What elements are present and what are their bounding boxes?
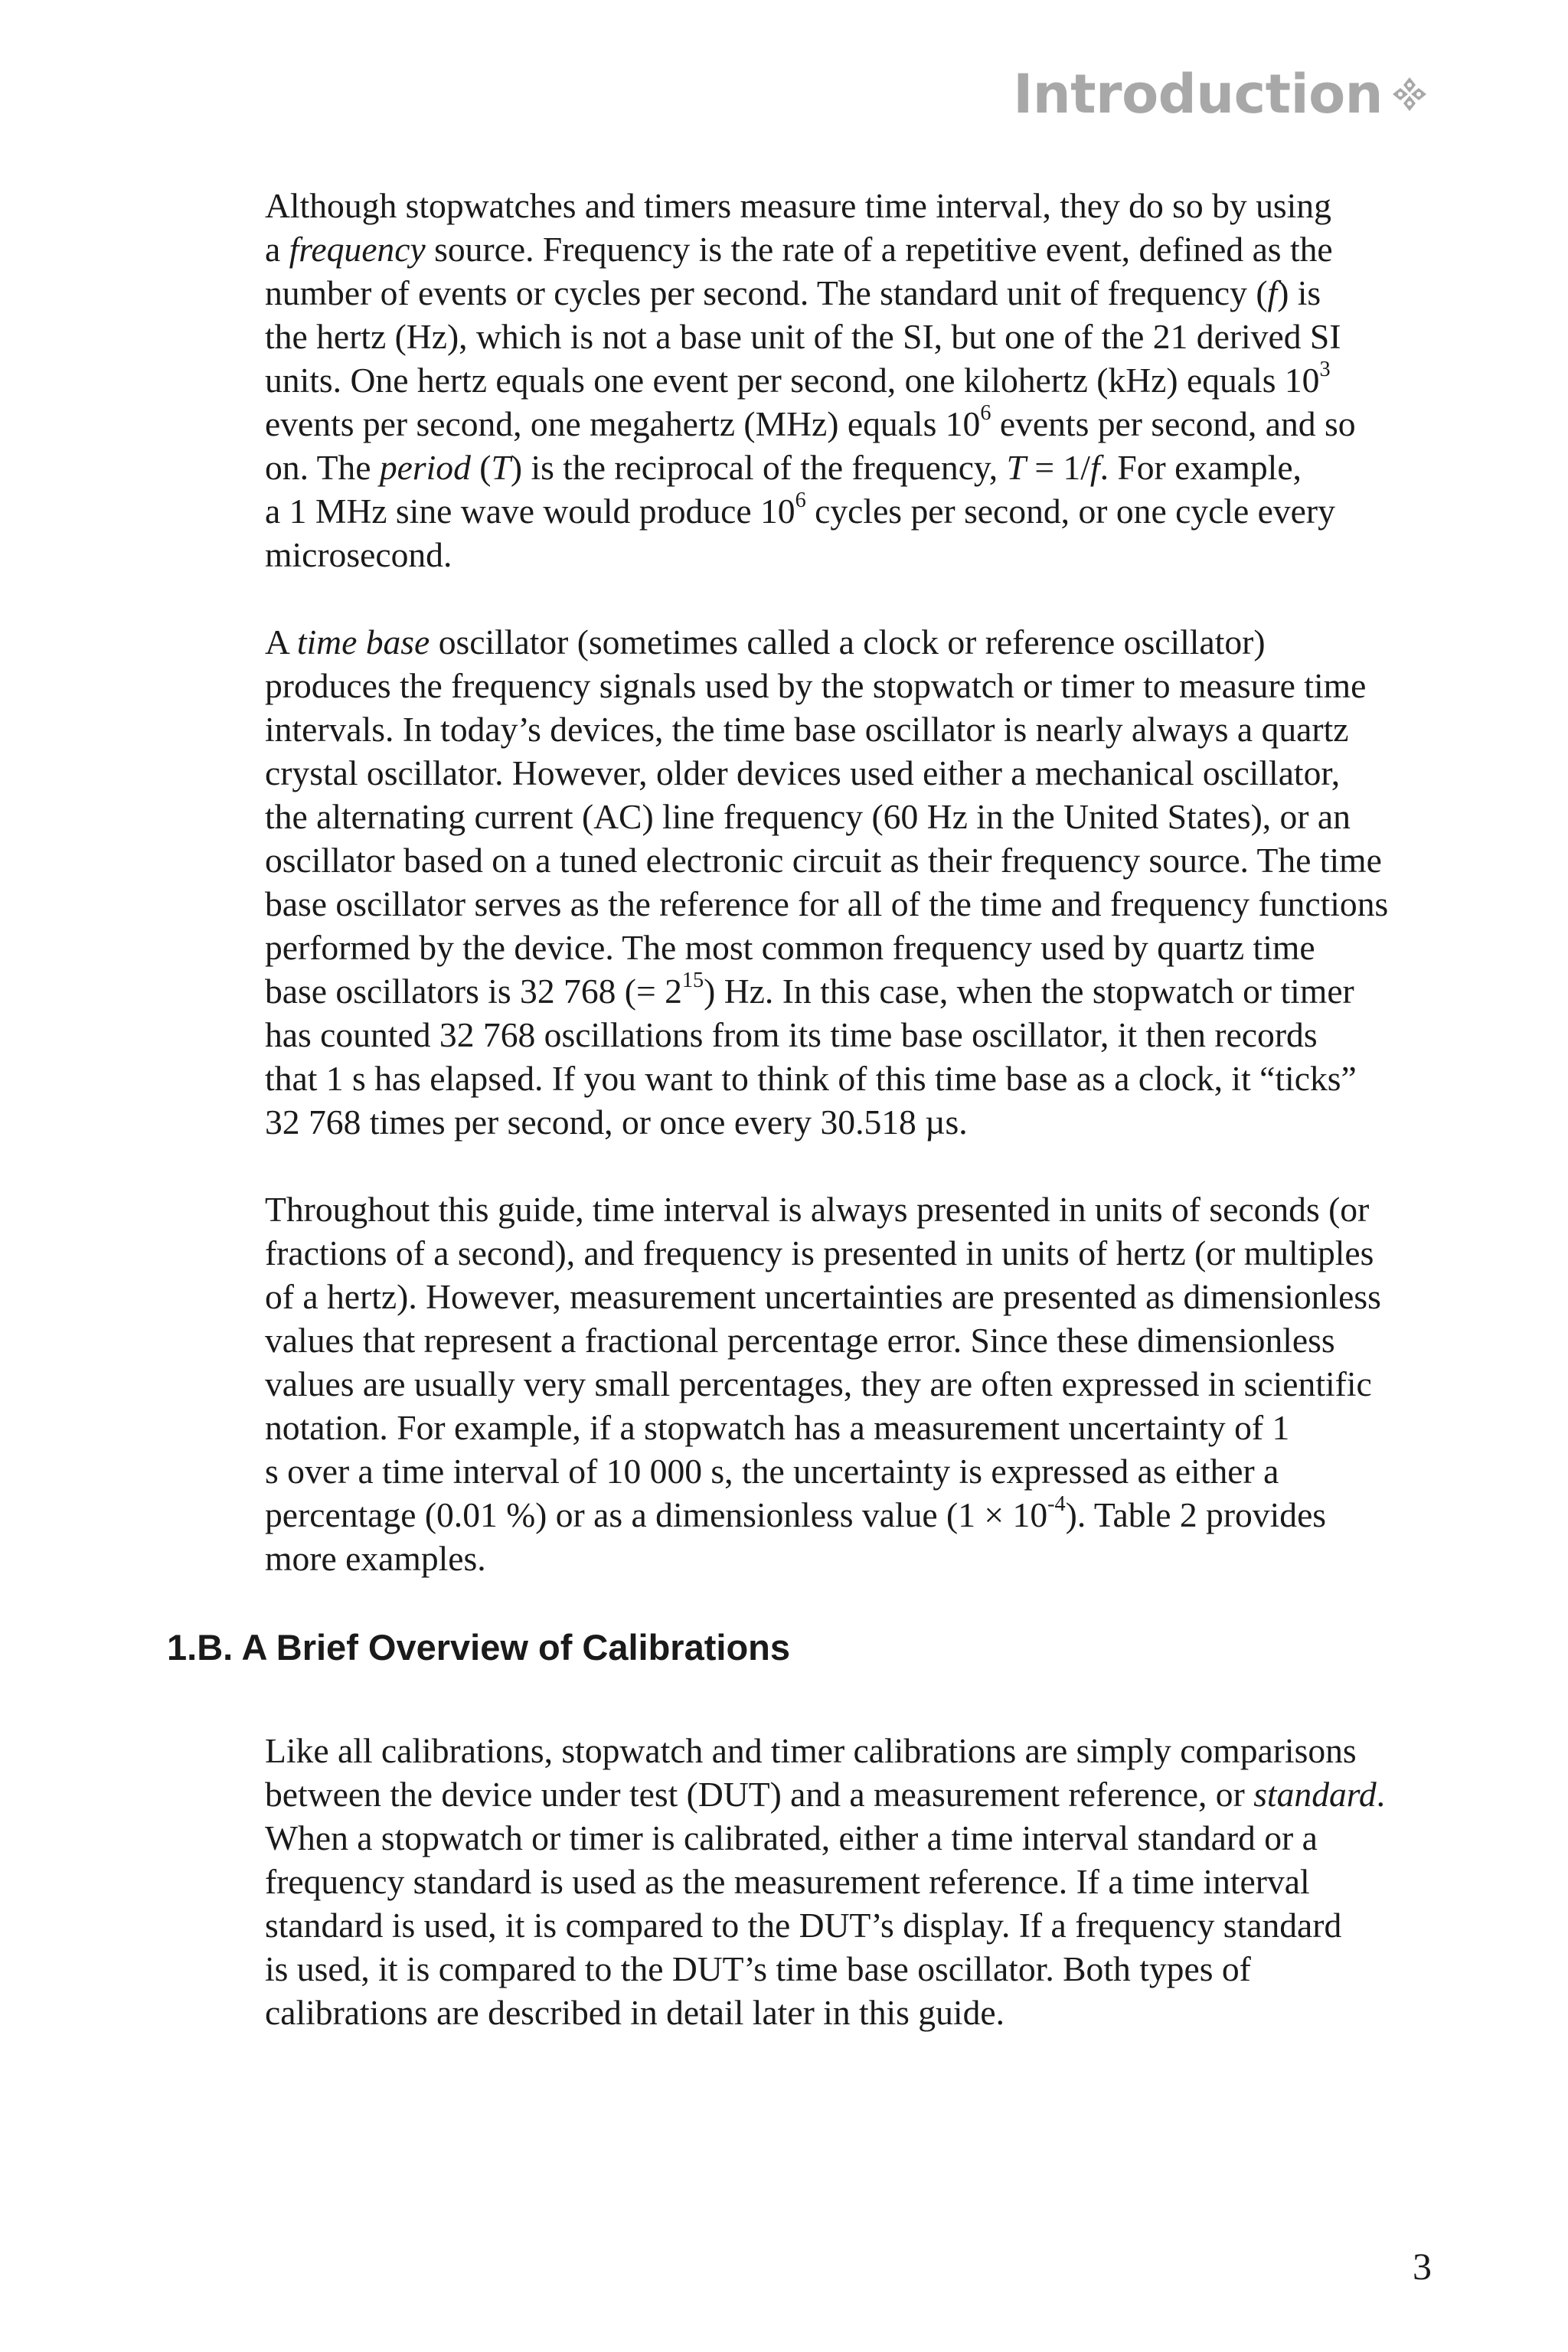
line: is used, it is compared to the DUT’s time base oscillator. Both types of — [265, 1949, 1251, 1988]
line: Like all calibrations, stopwatch and timer calibrations are simply comparisons — [265, 1731, 1357, 1770]
line: standard is used, it is compared to the DUT’s display. If a frequency standard — [265, 1906, 1342, 1945]
line: events per second, one megahertz (MHz) equals $10^6$ events per second, and so — [265, 400, 1356, 443]
line: has counted 32 768 oscillations from its time base oscillator, it then records — [265, 1015, 1318, 1054]
running-head — [1013, 63, 1429, 126]
line: frequency standard is used as the measurement reference. If a time interval — [265, 1862, 1310, 1901]
paragraph-time-base — [265, 620, 1436, 1144]
line: fractions of a second), and frequency is presented in units of hertz (or multiples — [265, 1233, 1374, 1272]
line: s over a time interval of 10 000 s, the uncertainty is expressed as either a — [265, 1452, 1279, 1491]
paragraph-units — [265, 1187, 1436, 1580]
line: that 1 s has elapsed. If you want to think of this time base as a clock, it “ticks” — [265, 1059, 1357, 1098]
line: values that represent a fractional percentage error. Since these dimensionless — [265, 1321, 1335, 1360]
line: a frequency source. Frequency is the rate of a repetitive event, defined as the — [265, 230, 1333, 269]
line: on. The period (T) is the reciprocal of the frequency, T = 1/f. For example, — [265, 448, 1302, 487]
ornament-icon — [1390, 75, 1429, 113]
line: Although stopwatches and timers measure time interval, they do so by using — [265, 186, 1331, 225]
body-text-bottom — [265, 1729, 1436, 2034]
page-number: 3 — [1413, 2245, 1432, 2288]
line: the alternating current (AC) line frequency (60 Hz in the United States), or an — [265, 797, 1351, 836]
line: oscillator based on a tuned electronic circuit as their frequency source. The time — [265, 841, 1382, 880]
line: 32 768 times per second, or once every 30.518 µs. — [265, 1102, 968, 1142]
running-head-title: Introduction — [1013, 63, 1383, 126]
line: base oscillators is 32 768 (= $2^{15}$) Hz. In this case, when the stopwatch or timer — [265, 968, 1354, 1011]
line: percentage (0.01 %) or as a dimensionless value $(1 \times 10^{-4})$. Table 2 provides — [265, 1491, 1327, 1534]
section-heading: 1.B. A Brief Overview of Calibrations — [167, 1627, 791, 1668]
line: produces the frequency signals used by the stopwatch or timer to measure time — [265, 666, 1367, 705]
line: intervals. In today’s devices, the time base oscillator is nearly always a quartz — [265, 710, 1349, 749]
line: between the device under test (DUT) and a measurement reference, or standard. — [265, 1775, 1386, 1814]
line: crystal oscillator. However, older devices used either a mechanical oscillator, — [265, 753, 1341, 792]
line: a 1 MHz sine wave would produce $10^6$ cycles per second, or one cycle every — [265, 488, 1335, 531]
line: units. One hertz equals one event per second, one kilohertz (kHz) equals $10^3$ — [265, 357, 1331, 400]
line: base oscillator serves as the reference for all of the time and frequency functions — [265, 884, 1389, 923]
line: number of events or cycles per second. The standard unit of frequency (f) is — [265, 273, 1321, 312]
line: calibrations are described in detail later in this guide. — [265, 1993, 1004, 2032]
paragraph-frequency — [265, 184, 1436, 577]
line: performed by the device. The most common frequency used by quartz time — [265, 928, 1315, 967]
line: values are usually very small percentages, they are often expressed in scientific — [265, 1364, 1372, 1403]
body-text-top — [265, 184, 1436, 1580]
line: notation. For example, if a stopwatch has a measurement uncertainty of 1 — [265, 1408, 1290, 1447]
line: When a stopwatch or timer is calibrated, either a time interval standard or a — [265, 1818, 1318, 1857]
line: Throughout this guide, time interval is always presented in units of seconds (or — [265, 1190, 1370, 1229]
line: the hertz (Hz), which is not a base unit of the SI, but one of the 21 derived SI — [265, 317, 1341, 356]
line: more examples. — [265, 1539, 486, 1578]
paragraph-calibrations — [265, 1729, 1436, 2034]
line: microsecond. — [265, 535, 452, 574]
line: A time base oscillator (sometimes called a clock or reference oscillator) — [265, 622, 1266, 662]
line: of a hertz). However, measurement uncertainties are presented as dimensionless — [265, 1277, 1381, 1316]
